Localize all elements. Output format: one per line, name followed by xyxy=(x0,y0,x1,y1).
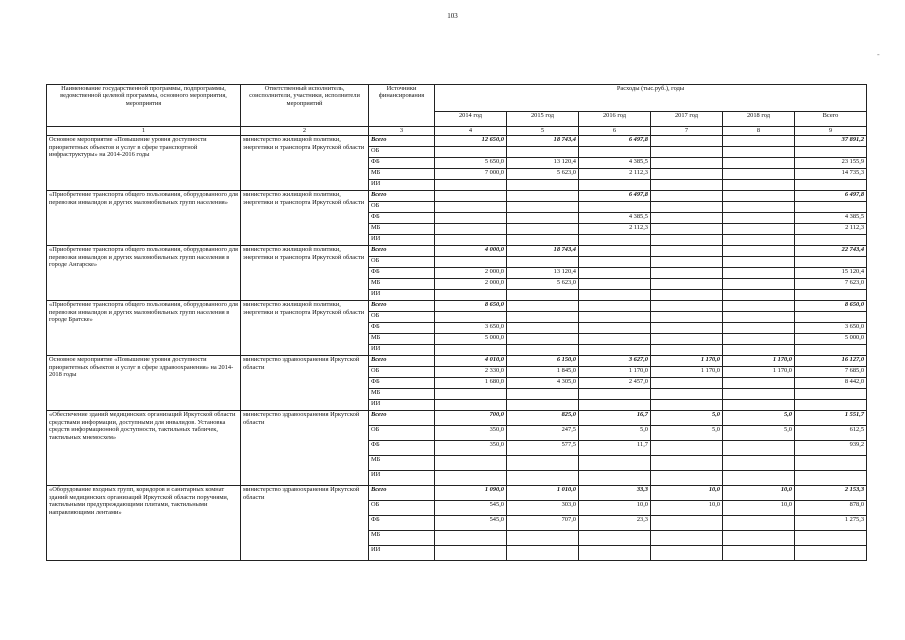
funding-source: ОБ xyxy=(369,501,435,516)
amount-cell xyxy=(579,531,651,546)
header-source: Источники финансирования xyxy=(369,85,435,127)
funding-source: ОБ xyxy=(369,257,435,268)
amount-cell: 18 743,4 xyxy=(507,136,579,147)
amount-cell xyxy=(651,516,723,531)
amount-cell: 1 170,0 xyxy=(651,367,723,378)
amount-cell xyxy=(507,191,579,202)
amount-cell: 23,3 xyxy=(579,516,651,531)
funding-source: МБ xyxy=(369,169,435,180)
activity-executor: министерство жилищной политики, энергетики и транспорта Иркутской области xyxy=(241,191,369,246)
amount-cell: 2 112,3 xyxy=(579,224,651,235)
amount-cell xyxy=(651,246,723,257)
amount-cell xyxy=(723,471,795,486)
amount-cell: 10,0 xyxy=(579,501,651,516)
amount-cell: 825,0 xyxy=(507,411,579,426)
amount-cell xyxy=(435,471,507,486)
amount-cell xyxy=(435,546,507,561)
activity-name: Основное мероприятие «Повышение уровня доступности приоритетных объектов и услуг в сфере здравоохранения» на 2014-2018 годы xyxy=(47,356,241,411)
funding-source: Всего xyxy=(369,356,435,367)
amount-total xyxy=(795,312,867,323)
activity-name: «Обеспечение зданий медицинских организаций Иркутской области средствами информации, доступными для инвалидов. Установка средств информационной доступности, тактильных табличек, тактильных мнемосхем» xyxy=(47,411,241,486)
amount-total: 939,2 xyxy=(795,441,867,456)
amount-cell: 2 000,0 xyxy=(435,279,507,290)
amount-cell xyxy=(507,471,579,486)
funding-source: МБ xyxy=(369,456,435,471)
amount-cell xyxy=(507,202,579,213)
amount-total: 878,0 xyxy=(795,501,867,516)
header-year: 2015 год xyxy=(507,112,579,127)
amount-cell xyxy=(651,441,723,456)
amount-total: 2 112,3 xyxy=(795,224,867,235)
amount-cell xyxy=(651,389,723,400)
amount-cell: 2 330,0 xyxy=(435,367,507,378)
funding-source: ИИ xyxy=(369,235,435,246)
amount-total xyxy=(795,180,867,191)
amount-cell: 1 170,0 xyxy=(723,367,795,378)
funding-source: Всего xyxy=(369,191,435,202)
amount-cell xyxy=(723,169,795,180)
amount-cell xyxy=(723,279,795,290)
funding-source: ФБ xyxy=(369,158,435,169)
amount-cell xyxy=(507,345,579,356)
amount-total: 6 497,8 xyxy=(795,191,867,202)
amount-cell: 13 120,4 xyxy=(507,268,579,279)
amount-cell: 247,5 xyxy=(507,426,579,441)
amount-cell xyxy=(579,180,651,191)
header-year: 2016 год xyxy=(579,112,651,127)
amount-cell: 1 090,0 xyxy=(435,486,507,501)
amount-total: 612,5 xyxy=(795,426,867,441)
funding-source: МБ xyxy=(369,531,435,546)
activity-executor: министерство жилищной политики, энергетики и транспорта Иркутской области xyxy=(241,246,369,301)
amount-cell xyxy=(507,312,579,323)
funding-source: ФБ xyxy=(369,213,435,224)
amount-cell xyxy=(651,180,723,191)
amount-cell xyxy=(651,257,723,268)
funding-source: ИИ xyxy=(369,180,435,191)
amount-cell xyxy=(507,147,579,158)
amount-cell: 5,0 xyxy=(579,426,651,441)
funding-source: ОБ xyxy=(369,147,435,158)
amount-cell: 3 627,0 xyxy=(579,356,651,367)
table-row xyxy=(47,191,867,202)
amount-cell: 4 305,0 xyxy=(507,378,579,389)
header-year: 2014 год xyxy=(435,112,507,127)
amount-cell: 1 170,0 xyxy=(651,356,723,367)
corner-mark: - xyxy=(877,50,880,59)
amount-total: 22 743,4 xyxy=(795,246,867,257)
funding-source: ИИ xyxy=(369,400,435,411)
amount-cell xyxy=(723,345,795,356)
amount-cell xyxy=(435,180,507,191)
amount-total xyxy=(795,345,867,356)
amount-cell xyxy=(651,235,723,246)
amount-total xyxy=(795,456,867,471)
amount-total: 7 623,0 xyxy=(795,279,867,290)
amount-cell: 5,0 xyxy=(651,426,723,441)
amount-cell xyxy=(651,158,723,169)
amount-cell: 707,0 xyxy=(507,516,579,531)
amount-cell xyxy=(579,323,651,334)
amount-cell xyxy=(579,312,651,323)
amount-cell xyxy=(507,180,579,191)
amount-total xyxy=(795,531,867,546)
column-index: 4 xyxy=(435,127,507,136)
activity-executor: министерство жилищной политики, энергетики и транспорта Иркутской области xyxy=(241,301,369,356)
activity-name: «Приобретение транспорта общего пользования, оборудованного для перевозки инвалидов и других маломобильных групп населения в городе Ангарске» xyxy=(47,246,241,301)
amount-cell xyxy=(507,334,579,345)
amount-cell: 33,3 xyxy=(579,486,651,501)
funding-source: ФБ xyxy=(369,323,435,334)
amount-cell xyxy=(651,378,723,389)
amount-cell xyxy=(435,213,507,224)
table-row xyxy=(47,411,867,426)
amount-cell xyxy=(435,224,507,235)
amount-total: 14 735,3 xyxy=(795,169,867,180)
amount-total: 1 275,3 xyxy=(795,516,867,531)
amount-total: 16 127,0 xyxy=(795,356,867,367)
amount-total: 8 650,0 xyxy=(795,301,867,312)
amount-total: 23 155,9 xyxy=(795,158,867,169)
amount-cell xyxy=(507,400,579,411)
amount-cell xyxy=(579,400,651,411)
amount-cell xyxy=(507,323,579,334)
header-executor: Ответственный исполнитель, соисполнители, участники, исполнители мероприятий xyxy=(241,85,369,127)
funding-source: МБ xyxy=(369,224,435,235)
column-index: 5 xyxy=(507,127,579,136)
amount-total xyxy=(795,147,867,158)
amount-cell xyxy=(579,471,651,486)
amount-cell: 5 623,0 xyxy=(507,279,579,290)
amount-cell xyxy=(723,516,795,531)
funding-source: Всего xyxy=(369,136,435,147)
amount-cell xyxy=(507,531,579,546)
amount-cell: 5 650,0 xyxy=(435,158,507,169)
funding-source: ОБ xyxy=(369,367,435,378)
funding-source: ИИ xyxy=(369,290,435,301)
amount-cell xyxy=(723,323,795,334)
amount-cell: 1 010,0 xyxy=(507,486,579,501)
amount-cell xyxy=(435,312,507,323)
amount-total xyxy=(795,202,867,213)
amount-cell xyxy=(435,257,507,268)
amount-cell xyxy=(435,400,507,411)
amount-total: 15 120,4 xyxy=(795,268,867,279)
table-row xyxy=(47,246,867,257)
amount-cell xyxy=(579,257,651,268)
amount-cell xyxy=(723,389,795,400)
amount-total: 8 442,0 xyxy=(795,378,867,389)
amount-cell: 10,0 xyxy=(723,486,795,501)
amount-total: 3 650,0 xyxy=(795,323,867,334)
amount-cell xyxy=(723,290,795,301)
amount-cell xyxy=(651,471,723,486)
amount-cell xyxy=(651,147,723,158)
column-index: 6 xyxy=(579,127,651,136)
amount-cell xyxy=(507,224,579,235)
funding-source: Всего xyxy=(369,486,435,501)
activity-name: «Приобретение транспорта общего пользования, оборудованного для перевозки инвалидов и других маломобильных групп населения» xyxy=(47,191,241,246)
amount-cell xyxy=(435,389,507,400)
amount-cell xyxy=(651,546,723,561)
amount-cell xyxy=(579,246,651,257)
amount-cell xyxy=(723,213,795,224)
amount-cell xyxy=(723,158,795,169)
funding-source: Всего xyxy=(369,301,435,312)
amount-cell xyxy=(579,290,651,301)
amount-cell: 5,0 xyxy=(723,426,795,441)
amount-cell: 4 000,0 xyxy=(435,246,507,257)
amount-cell: 2 000,0 xyxy=(435,268,507,279)
table-row xyxy=(47,136,867,147)
header-name: Наименование государственной программы, подпрограммы, ведомственной целевой программы, основного мероприятия, мероприятия xyxy=(47,85,241,127)
amount-cell xyxy=(579,235,651,246)
header-year: 2017 год xyxy=(651,112,723,127)
page-number: 103 xyxy=(447,12,458,20)
amount-cell: 303,0 xyxy=(507,501,579,516)
amount-total xyxy=(795,257,867,268)
amount-cell xyxy=(435,235,507,246)
amount-cell: 6 497,8 xyxy=(579,191,651,202)
amount-cell xyxy=(723,191,795,202)
amount-cell xyxy=(723,180,795,191)
amount-cell xyxy=(579,456,651,471)
amount-total: 5 000,0 xyxy=(795,334,867,345)
amount-cell xyxy=(579,279,651,290)
amount-cell xyxy=(723,334,795,345)
amount-cell xyxy=(651,191,723,202)
amount-total xyxy=(795,235,867,246)
amount-cell xyxy=(435,147,507,158)
amount-cell: 10,0 xyxy=(651,501,723,516)
table-row xyxy=(47,356,867,367)
amount-cell: 7 000,0 xyxy=(435,169,507,180)
amount-cell xyxy=(723,202,795,213)
amount-total: 2 153,3 xyxy=(795,486,867,501)
amount-total xyxy=(795,546,867,561)
amount-cell xyxy=(435,290,507,301)
amount-total: 7 685,0 xyxy=(795,367,867,378)
amount-cell xyxy=(651,400,723,411)
amount-cell xyxy=(507,301,579,312)
column-index: 7 xyxy=(651,127,723,136)
table-row xyxy=(47,486,867,501)
amount-cell: 2 112,3 xyxy=(579,169,651,180)
header-year: 2018 год xyxy=(723,112,795,127)
amount-cell xyxy=(435,202,507,213)
amount-cell xyxy=(507,546,579,561)
activity-executor: министерство жилищной политики, энергетики и транспорта Иркутской области xyxy=(241,136,369,191)
amount-cell: 350,0 xyxy=(435,441,507,456)
amount-cell xyxy=(507,389,579,400)
amount-cell xyxy=(651,345,723,356)
amount-cell: 18 743,4 xyxy=(507,246,579,257)
amount-cell: 577,5 xyxy=(507,441,579,456)
amount-cell: 1 680,0 xyxy=(435,378,507,389)
funding-source: ИИ xyxy=(369,546,435,561)
amount-cell xyxy=(723,546,795,561)
funding-source: ФБ xyxy=(369,268,435,279)
amount-cell xyxy=(579,345,651,356)
amount-cell xyxy=(723,257,795,268)
amount-total: 37 891,2 xyxy=(795,136,867,147)
amount-cell xyxy=(651,323,723,334)
amount-cell xyxy=(723,301,795,312)
amount-total xyxy=(795,471,867,486)
amount-cell xyxy=(579,389,651,400)
amount-cell xyxy=(507,456,579,471)
amount-cell xyxy=(435,456,507,471)
amount-cell: 1 845,0 xyxy=(507,367,579,378)
amount-cell xyxy=(723,224,795,235)
amount-cell: 12 650,0 xyxy=(435,136,507,147)
amount-total xyxy=(795,400,867,411)
amount-cell xyxy=(651,301,723,312)
amount-cell: 11,7 xyxy=(579,441,651,456)
amount-cell: 13 120,4 xyxy=(507,158,579,169)
amount-cell xyxy=(723,268,795,279)
budget-table xyxy=(46,84,867,561)
amount-cell xyxy=(723,441,795,456)
funding-source: МБ xyxy=(369,389,435,400)
header-expenses: Расходы (тыс.руб.), годы xyxy=(435,85,867,112)
amount-cell: 5,0 xyxy=(651,411,723,426)
amount-cell: 6 150,0 xyxy=(507,356,579,367)
amount-cell xyxy=(651,531,723,546)
amount-cell xyxy=(507,213,579,224)
column-index: 1 xyxy=(47,127,241,136)
amount-cell xyxy=(435,531,507,546)
amount-cell xyxy=(579,268,651,279)
amount-cell xyxy=(579,334,651,345)
amount-cell: 1 170,0 xyxy=(723,356,795,367)
column-index: 3 xyxy=(369,127,435,136)
amount-cell: 3 650,0 xyxy=(435,323,507,334)
amount-cell xyxy=(579,301,651,312)
amount-cell xyxy=(651,136,723,147)
amount-cell: 5 000,0 xyxy=(435,334,507,345)
funding-source: ОБ xyxy=(369,202,435,213)
amount-cell xyxy=(651,224,723,235)
table-row xyxy=(47,301,867,312)
amount-cell xyxy=(723,147,795,158)
amount-cell: 4 385,5 xyxy=(579,158,651,169)
amount-cell xyxy=(651,334,723,345)
activity-executor: министерство здравоохранения Иркутской области xyxy=(241,356,369,411)
column-index: 2 xyxy=(241,127,369,136)
amount-cell: 545,0 xyxy=(435,516,507,531)
amount-cell: 16,7 xyxy=(579,411,651,426)
amount-cell xyxy=(579,147,651,158)
amount-total xyxy=(795,290,867,301)
amount-cell xyxy=(723,456,795,471)
amount-cell xyxy=(507,257,579,268)
amount-cell: 4 010,0 xyxy=(435,356,507,367)
amount-cell xyxy=(579,202,651,213)
amount-cell: 1 170,0 xyxy=(579,367,651,378)
amount-cell: 5 623,0 xyxy=(507,169,579,180)
amount-cell xyxy=(723,400,795,411)
funding-source: МБ xyxy=(369,279,435,290)
funding-source: ОБ xyxy=(369,312,435,323)
activity-executor: министерство здравоохранения Иркутской области xyxy=(241,486,369,561)
amount-cell xyxy=(651,268,723,279)
amount-cell xyxy=(723,235,795,246)
amount-cell xyxy=(435,191,507,202)
amount-total: 4 385,5 xyxy=(795,213,867,224)
activity-name: Основное мероприятие «Повышение уровня доступности приоритетных объектов и услуг в сфере транспортной инфраструктуры» на 2014-2016 годы xyxy=(47,136,241,191)
amount-cell: 5,0 xyxy=(723,411,795,426)
amount-cell: 700,0 xyxy=(435,411,507,426)
funding-source: ФБ xyxy=(369,378,435,389)
amount-cell xyxy=(651,202,723,213)
activity-executor: министерство здравоохранения Иркутской области xyxy=(241,411,369,486)
funding-source: Всего xyxy=(369,411,435,426)
amount-cell: 8 650,0 xyxy=(435,301,507,312)
amount-cell: 10,0 xyxy=(651,486,723,501)
amount-cell: 4 385,5 xyxy=(579,213,651,224)
funding-source: ИИ xyxy=(369,345,435,356)
amount-cell: 545,0 xyxy=(435,501,507,516)
funding-source: ФБ xyxy=(369,516,435,531)
column-index: 8 xyxy=(723,127,795,136)
amount-cell xyxy=(435,345,507,356)
header-total: Всего xyxy=(795,112,867,127)
amount-cell xyxy=(723,531,795,546)
amount-cell xyxy=(579,546,651,561)
amount-cell xyxy=(651,312,723,323)
amount-cell xyxy=(507,235,579,246)
table-body xyxy=(47,136,867,561)
activity-name: «Приобретение транспорта общего пользования, оборудованного для перевозки инвалидов и других маломобильных групп населения в городе Братске» xyxy=(47,301,241,356)
activity-name: «Оборудование входных групп, коридоров и санитарных комнат зданий медицинских организаций Иркутской области поручнями, тактильными предупреждающими плитами, тактильными направляющими лентами» xyxy=(47,486,241,561)
amount-total xyxy=(795,389,867,400)
funding-source: Всего xyxy=(369,246,435,257)
funding-source: МБ xyxy=(369,334,435,345)
amount-cell xyxy=(651,213,723,224)
amount-cell: 6 497,8 xyxy=(579,136,651,147)
amount-total: 1 551,7 xyxy=(795,411,867,426)
amount-cell xyxy=(651,456,723,471)
amount-cell xyxy=(651,279,723,290)
funding-source: ОБ xyxy=(369,426,435,441)
column-index: 9 xyxy=(795,127,867,136)
amount-cell xyxy=(651,169,723,180)
amount-cell xyxy=(723,246,795,257)
amount-cell: 350,0 xyxy=(435,426,507,441)
amount-cell xyxy=(723,136,795,147)
funding-source: ИИ xyxy=(369,471,435,486)
amount-cell xyxy=(723,378,795,389)
amount-cell: 10,0 xyxy=(723,501,795,516)
funding-source: ФБ xyxy=(369,441,435,456)
amount-cell: 2 457,0 xyxy=(579,378,651,389)
amount-cell xyxy=(723,312,795,323)
amount-cell xyxy=(651,290,723,301)
amount-cell xyxy=(507,290,579,301)
